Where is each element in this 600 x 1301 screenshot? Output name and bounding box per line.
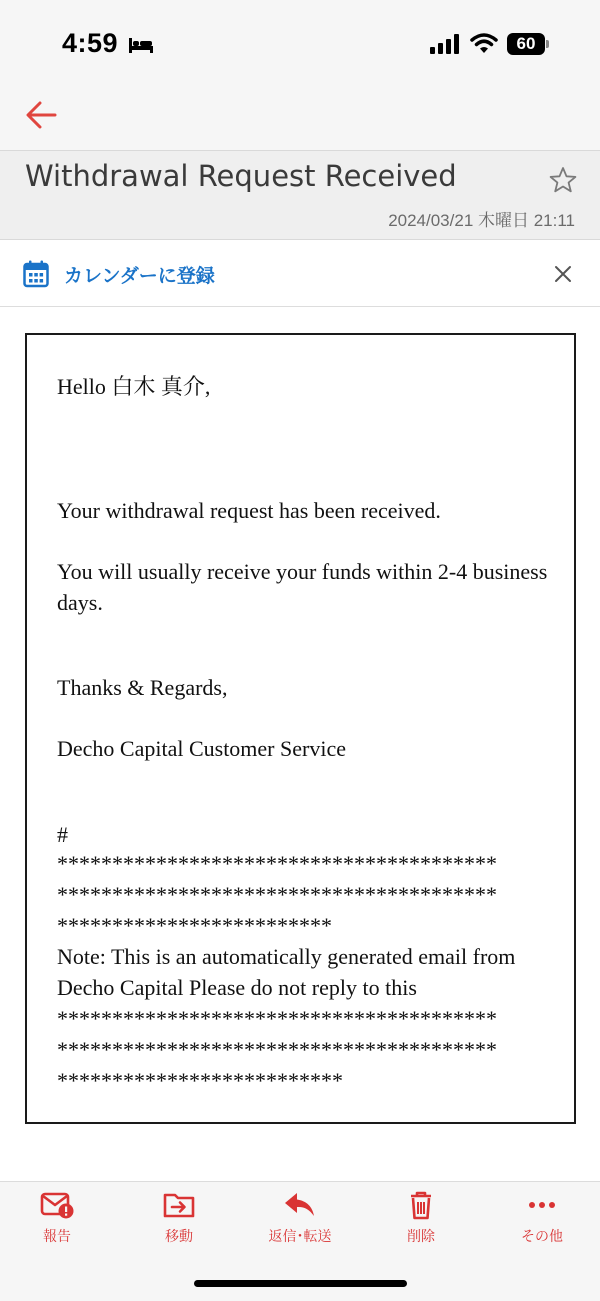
separator-stars: ************************* xyxy=(57,913,332,938)
email-header xyxy=(0,150,600,240)
star-icon[interactable] xyxy=(548,165,578,195)
report-label: 報告 xyxy=(43,1228,71,1244)
move-folder-icon xyxy=(162,1190,196,1220)
status-time: 4:59 xyxy=(62,28,119,58)
add-to-calendar-link[interactable]: カレンダーに登録 xyxy=(64,266,215,287)
wifi-icon xyxy=(470,32,498,54)
separator-stars: **************************************** xyxy=(57,1006,497,1031)
reply-forward-label: 返信･転送 xyxy=(268,1228,332,1244)
move-label: 移動 xyxy=(165,1228,193,1244)
close-icon[interactable] xyxy=(554,265,572,283)
separator-stars: **************************************** xyxy=(57,851,497,876)
separator-stars: ************************** xyxy=(57,1068,343,1093)
battery-indicator xyxy=(507,33,549,55)
move-button[interactable] xyxy=(134,1190,224,1250)
hash-text: # xyxy=(57,822,68,847)
separator-stars: **************************************** xyxy=(57,882,497,907)
report-spam-icon xyxy=(40,1190,74,1220)
auto-generated-note: Note: This is an automatically generated email from Decho Capital Please do not reply to this xyxy=(57,944,516,1000)
battery-nub xyxy=(546,40,549,48)
navigation-bar xyxy=(0,80,600,150)
closing-text: Thanks & Regards, xyxy=(57,675,228,700)
sleep-bed-icon xyxy=(128,36,154,54)
cellular-signal-icon xyxy=(430,34,462,54)
calendar-suggestion-bar xyxy=(0,241,600,307)
delete-label: 削除 xyxy=(407,1228,435,1244)
battery-level: 60 xyxy=(516,34,536,53)
reply-forward-button[interactable] xyxy=(255,1190,345,1250)
body-line-received: Your withdrawal request has been received. xyxy=(57,498,441,523)
email-date: 2024/03/21 木曜日 21:11 xyxy=(388,211,575,230)
more-dots-icon xyxy=(525,1190,559,1220)
email-body xyxy=(25,333,576,1124)
calendar-icon xyxy=(23,260,49,288)
greeting-text: Hello 白木 真介, xyxy=(57,374,211,399)
delete-button[interactable] xyxy=(376,1190,466,1250)
separator-stars: **************************************** xyxy=(57,1037,497,1062)
report-button[interactable] xyxy=(12,1190,102,1250)
home-indicator[interactable] xyxy=(194,1280,407,1287)
back-arrow-icon[interactable] xyxy=(24,98,58,132)
email-subject: Withdrawal Request Received xyxy=(25,159,457,193)
reply-arrow-icon xyxy=(283,1190,317,1220)
signature-text: Decho Capital Customer Service xyxy=(57,736,346,761)
more-button[interactable] xyxy=(497,1190,587,1250)
more-label: その他 xyxy=(521,1228,563,1244)
trash-icon xyxy=(404,1190,438,1220)
body-line-funds: You will usually receive your funds within 2-4 business days. xyxy=(57,559,548,615)
status-bar xyxy=(0,0,600,80)
